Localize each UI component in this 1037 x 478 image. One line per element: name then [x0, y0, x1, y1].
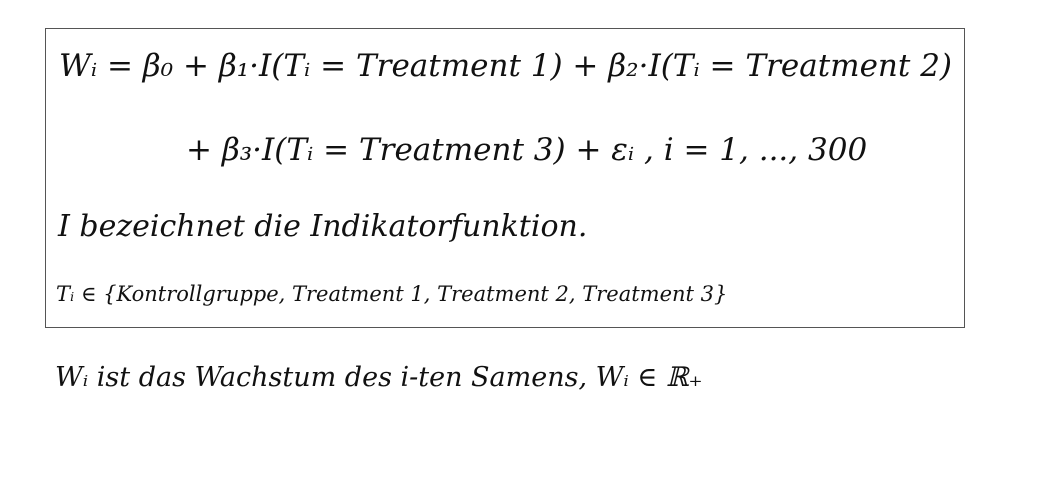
growth-variable-definition: Wᵢ ist das Wachstum des i-ten Samens, Wᵢ ∈ ℝ₊ — [55, 362, 703, 393]
formula-box — [45, 28, 965, 328]
indicator-function-note: I bezeichnet die Indikatorfunktion. — [58, 209, 588, 244]
regression-equation-line-2: + β₃·I(Tᵢ = Treatment 3) + εᵢ , i = 1, ..., 300 — [186, 132, 868, 168]
treatment-set-definition: Tᵢ ∈ {Kontrollgruppe, Treatment 1, Treatment 2, Treatment 3} — [56, 282, 728, 306]
regression-equation-line-1: Wᵢ = β₀ + β₁·I(Tᵢ = Treatment 1) + β₂·I(Tᵢ = Treatment 2) — [59, 48, 953, 84]
